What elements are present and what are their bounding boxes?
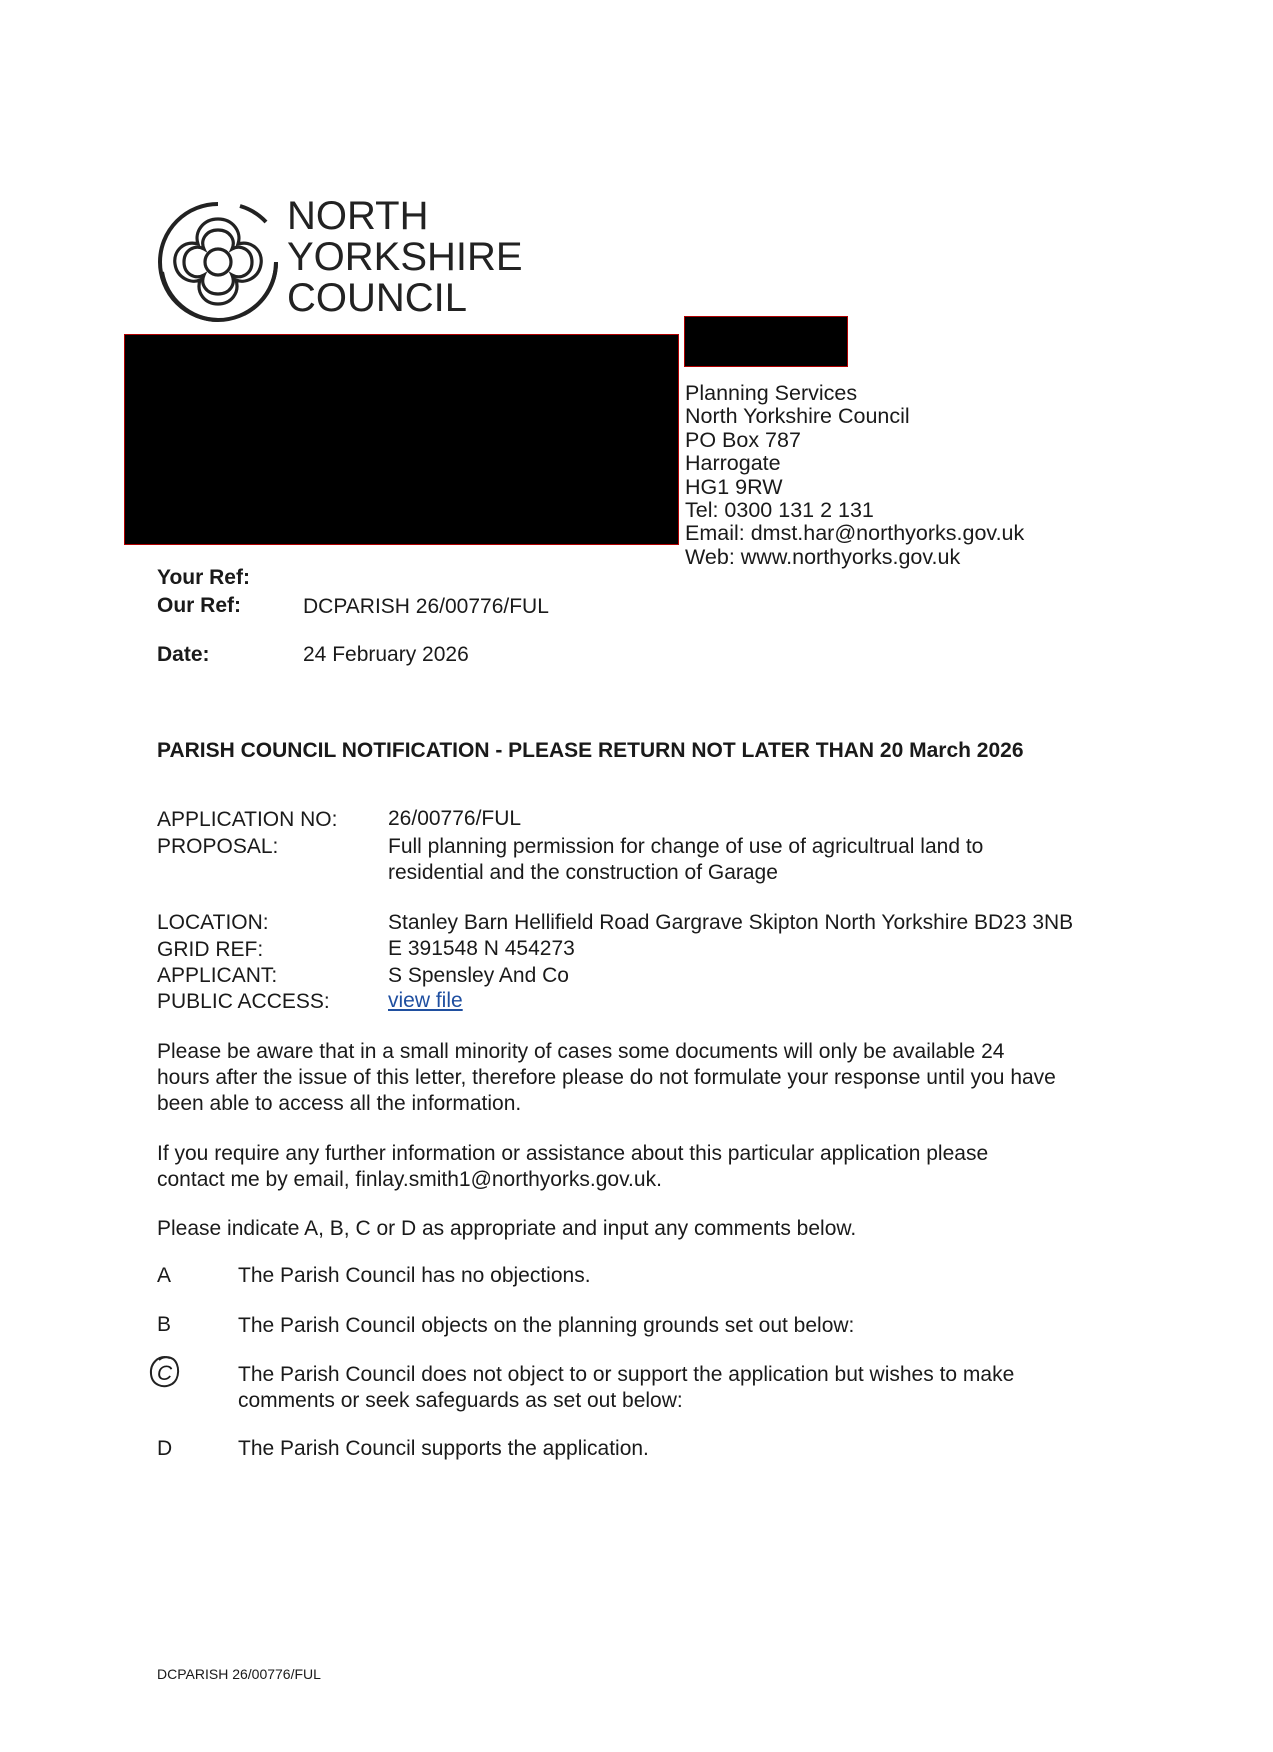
date-value: 24 February 2026 [303, 643, 469, 666]
date-label: Date: [157, 643, 210, 666]
proposal-label: PROPOSAL: [157, 835, 279, 858]
contact-line-1: If you require any further information or assistance about this particular application please [157, 1142, 989, 1165]
sender-dept: Planning Services [685, 381, 858, 405]
option-text-b: The Parish Council objects on the planning grounds set out below: [238, 1314, 855, 1337]
redacted-contact-name [684, 316, 848, 367]
proposal-line-1: Full planning permission for change of use of agricultrual land to [388, 835, 984, 858]
option-letter-a: A [157, 1264, 172, 1287]
availability-line-3: been able to access all the information. [157, 1092, 522, 1115]
option-letter-c: C [157, 1362, 173, 1385]
sender-web: Web: www.northyorks.gov.uk [685, 544, 961, 569]
your-ref-label: Your Ref: [157, 566, 250, 589]
sender-org: North Yorkshire Council [685, 404, 910, 429]
proposal-line-2: residential and the construction of Garage [388, 861, 778, 884]
location-label: LOCATION: [157, 911, 269, 934]
notice-heading: PARISH COUNCIL NOTIFICATION - PLEASE RETURN NOT LATER THAN 20 March 2026 [157, 739, 1024, 762]
council-logo-text [287, 196, 523, 319]
sender-address [685, 382, 1024, 569]
availability-paragraph [157, 1039, 1147, 1117]
sender-email: Email: dmst.har@northyorks.gov.uk [685, 521, 1025, 546]
our-ref-label: Our Ref: [157, 594, 241, 617]
logo-line-yorkshire: YORKSHIRE [287, 235, 523, 279]
footer-reference: DCPARISH 26/00776/FUL [157, 1666, 321, 1682]
view-file-link[interactable]: view file [388, 989, 463, 1012]
app-no-value: 26/00776/FUL [388, 807, 522, 830]
sender-tel: Tel: 0300 131 2 131 [685, 498, 874, 523]
applicant-value: S Spensley And Co [388, 964, 569, 987]
grid-ref-label: GRID REF: [157, 938, 264, 961]
location-value: Stanley Barn Hellifield Road Gargrave Skipton North Yorkshire BD23 3NB [388, 911, 1074, 934]
option-text-c [238, 1362, 1138, 1414]
redacted-recipient-address [124, 334, 679, 545]
availability-line-2: hours after the issue of this letter, therefore please do not formulate your response until you have [157, 1066, 1056, 1089]
grid-ref-value: E 391548 N 454273 [388, 937, 575, 960]
applicant-label: APPLICANT: [157, 964, 278, 987]
sender-po-box: PO Box 787 [685, 427, 801, 452]
option-text-d: The Parish Council supports the application. [238, 1437, 649, 1460]
contact-line-2: contact me by email, finlay.smith1@northyorks.gov.uk. [157, 1168, 662, 1191]
sender-postcode: HG1 9RW [685, 474, 783, 499]
logo-line-north: NORTH [287, 194, 429, 238]
option-letter-d: D [157, 1437, 173, 1460]
option-text-c-line-2: comments or seek safeguards as set out below: [238, 1389, 683, 1412]
yorkshire-rose-icon [148, 192, 288, 326]
logo-line-council: COUNCIL [287, 276, 468, 320]
instruction-paragraph: Please indicate A, B, C or D as appropriate and input any comments below. [157, 1217, 857, 1240]
availability-line-1: Please be aware that in a small minority of cases some documents will only be available 24 [157, 1040, 1005, 1063]
public-access-label: PUBLIC ACCESS: [157, 990, 330, 1013]
option-text-c-line-1: The Parish Council does not object to or support the application but wishes to make [238, 1363, 1015, 1386]
contact-paragraph [157, 1141, 1147, 1193]
option-text-a: The Parish Council has no objections. [238, 1264, 591, 1287]
our-ref-value: DCPARISH 26/00776/FUL [303, 595, 549, 618]
option-letter-b: B [157, 1313, 172, 1336]
app-no-label: APPLICATION NO: [157, 808, 338, 831]
sender-town: Harrogate [685, 451, 781, 476]
